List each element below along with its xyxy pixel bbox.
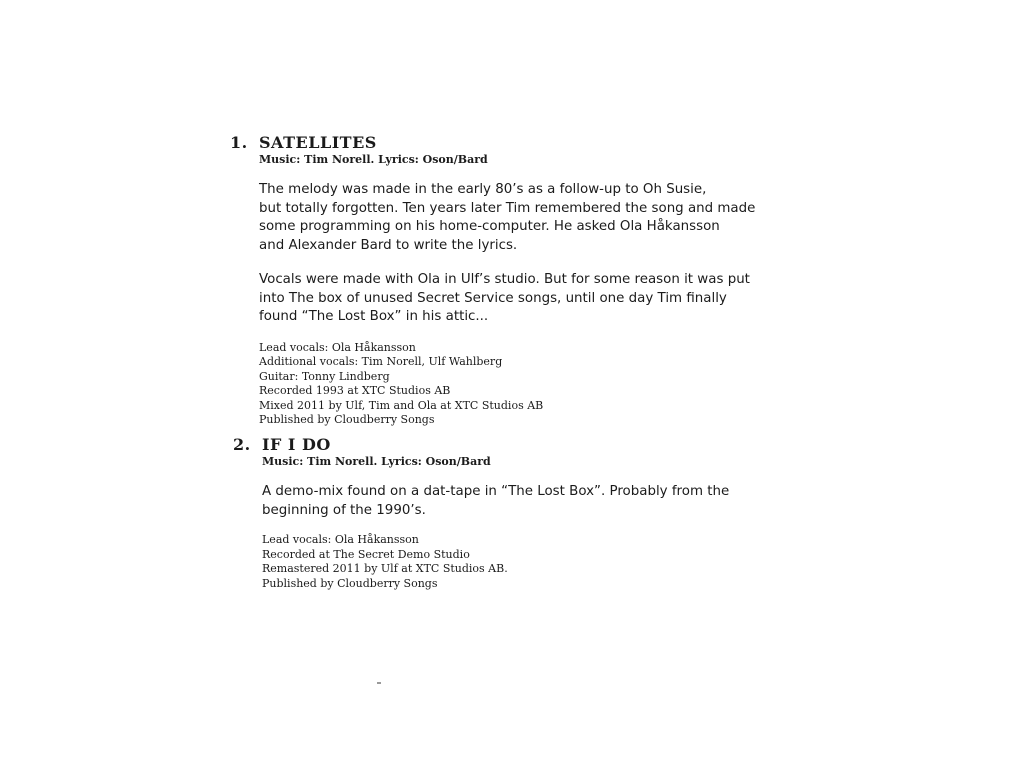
track-production-notes [259, 341, 770, 428]
track-header [233, 435, 773, 457]
note-line: Recorded at The Secret Demo Studio [262, 547, 470, 561]
track-description-paragraph: Vocals were made with Ola in Ulf’s studio. But for some reason it was put into The box of unused Secret Service songs, until one day Tim finally found “The Lost Box” in his attic... [259, 272, 750, 324]
scan-speck [377, 682, 381, 684]
note-line: Lead vocals: Ola Håkansson [262, 533, 419, 546]
note-line: Published by Cloudberry Songs [259, 413, 435, 426]
track-number: 1. [230, 133, 248, 152]
track-title: SATELLITES [259, 133, 377, 152]
track-description-paragraph: A demo-mix found on a dat-tape in “The Lost Box”. Probably from the beginning of the 1990’s. [262, 484, 730, 518]
note-line: Guitar: Tonny Lindberg [259, 369, 390, 383]
track-credits: Music: Tim Norell. Lyrics: Oson/Bard [262, 455, 491, 468]
track-number: 2. [233, 435, 251, 454]
track-production-notes [262, 533, 773, 591]
track-description-paragraph: The melody was made in the early 80’s as a follow-up to Oh Susie, but totally forgotten. Ten years later Tim remembered the song and made some programming on his home-computer. He asked Ola Håkansson and Alexander Bard to write the lyrics. [259, 182, 756, 253]
note-line: Lead vocals: Ola Håkansson [259, 340, 416, 354]
track-title: IF I DO [262, 435, 331, 454]
track-header [230, 133, 770, 155]
note-line: Additional vocals: Tim Norell, Ulf Wahlberg [259, 355, 503, 368]
note-line: Recorded 1993 at XTC Studios AB [259, 384, 451, 397]
track-satellites [230, 133, 770, 428]
track-credits: Music: Tim Norell. Lyrics: Oson/Bard [259, 153, 488, 166]
track-if-i-do [233, 435, 773, 591]
note-line: Published by Cloudberry Songs [262, 576, 438, 590]
note-line: Remastered 2011 by Ulf at XTC Studios AB. [262, 562, 508, 575]
note-line: Mixed 2011 by Ulf, Tim and Ola at XTC Studios AB [259, 398, 544, 412]
